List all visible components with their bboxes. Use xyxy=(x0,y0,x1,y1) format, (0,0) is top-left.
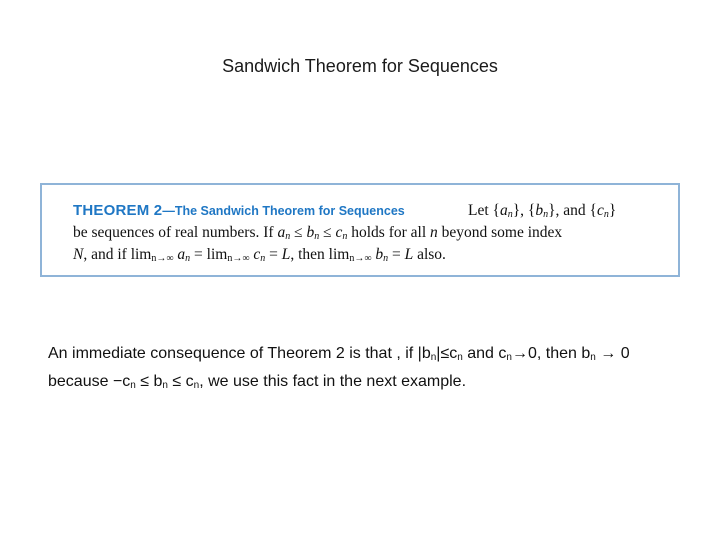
var-L: L xyxy=(404,246,414,263)
sub-n: n xyxy=(603,209,609,220)
lim-subscript: n→∞ xyxy=(151,253,174,264)
var-b: b xyxy=(535,202,544,219)
theorem-label: THEOREM 2 xyxy=(73,202,163,219)
theorem-line-2 xyxy=(73,224,673,242)
text-lim: lim xyxy=(206,246,228,263)
text-fragment: |≤c xyxy=(436,345,458,362)
theorem-heading xyxy=(73,202,405,219)
sub-n: n xyxy=(430,352,437,363)
text-lim: , and if lim xyxy=(83,246,152,263)
text-fragment: , we use this fact in the next example. xyxy=(199,373,467,390)
text-fragment: An immediate consequence of Theorem 2 is that , if |b xyxy=(48,345,431,362)
var-a: a xyxy=(499,202,508,219)
var-c: c xyxy=(597,202,604,219)
eq-symbol: = xyxy=(194,246,203,263)
text-index: beyond some index xyxy=(437,224,563,241)
var-n: n xyxy=(430,224,438,241)
sub-n: n xyxy=(342,231,348,242)
var-b: b xyxy=(306,224,315,241)
text-sep: }, and { xyxy=(548,202,597,219)
lim-subscript: n→∞ xyxy=(349,253,372,264)
sub-n: n xyxy=(193,380,200,391)
text-real: be sequences of real numbers. If xyxy=(73,224,278,241)
sub-n: n xyxy=(506,352,512,363)
leq-symbol: ≤ xyxy=(294,224,303,241)
text-holds: holds for all xyxy=(347,224,431,241)
var-a: a xyxy=(277,224,286,241)
sub-n: n xyxy=(162,380,168,391)
sub-n: n xyxy=(314,231,320,242)
theorem-sequences xyxy=(468,202,616,220)
sub-n: n xyxy=(383,253,389,264)
text-fragment: ≤ c xyxy=(167,373,194,390)
leq-symbol: ≤ xyxy=(323,224,332,241)
eq-symbol: = xyxy=(391,246,401,263)
var-N: N xyxy=(73,246,84,263)
text-fragment: and c xyxy=(462,345,507,362)
sub-n: n xyxy=(285,231,291,242)
sub-n: n xyxy=(457,352,463,363)
sub-n: n xyxy=(507,209,513,220)
var-c: c xyxy=(335,224,343,241)
lim-subscript: n→∞ xyxy=(227,253,250,264)
text-fragment: → 0 because −c xyxy=(48,345,630,390)
theorem-box xyxy=(40,183,680,277)
text-fragment: ≤ b xyxy=(135,373,163,390)
text-sep: }, { xyxy=(512,202,536,219)
slide-title: Sandwich Theorem for Sequences xyxy=(222,56,498,76)
var-a: a xyxy=(177,246,186,263)
theorem-line-3 xyxy=(73,246,673,264)
consequence-paragraph xyxy=(48,342,688,398)
sub-n: n xyxy=(260,253,266,264)
text-fragment: →0, then b xyxy=(511,345,591,362)
sub-n: n xyxy=(130,380,136,391)
theorem-title: —The Sandwich Theorem for Sequences xyxy=(162,204,405,218)
sub-n: n xyxy=(590,352,596,363)
var-c: c xyxy=(253,246,261,263)
sub-n: n xyxy=(543,209,549,220)
text-brace: } xyxy=(608,202,617,219)
theorem-line-1 xyxy=(73,202,673,220)
eq-symbol: = xyxy=(269,246,278,263)
sub-n: n xyxy=(185,253,191,264)
text-also: also. xyxy=(413,246,446,263)
text-then: , then lim xyxy=(290,246,350,263)
text-let: Let { xyxy=(468,202,500,219)
var-b: b xyxy=(375,246,384,263)
var-L: L xyxy=(281,246,291,263)
